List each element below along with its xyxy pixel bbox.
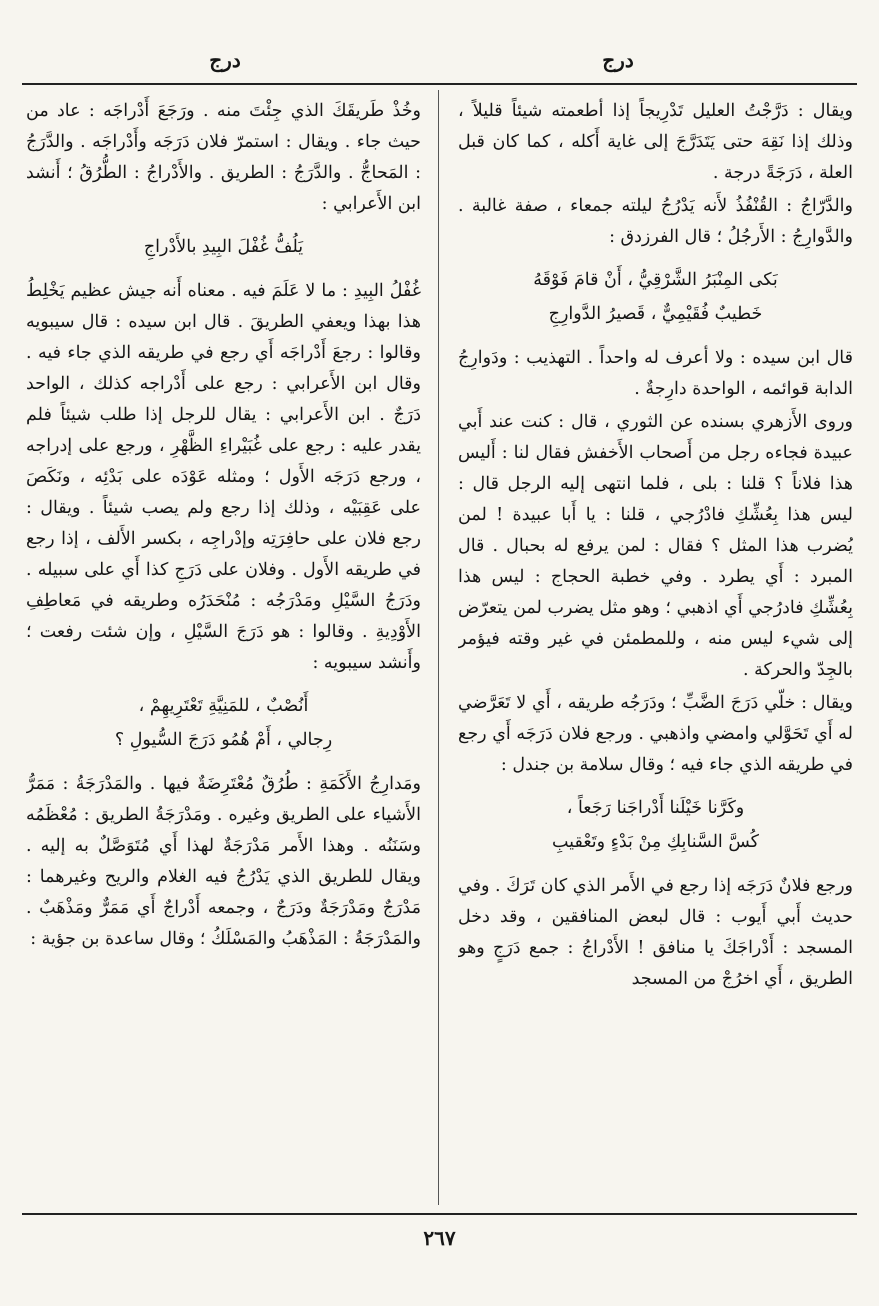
page-number: ٢٦٧ [423,1226,456,1250]
paragraph: قال ابن سيده : ولا أعرف له واحداً . التهذيب : ودَوارِجُ الدابة قوائمه ، الواحدة دارِجةٌ . [458,348,853,399]
verse-line: يَلُفُّ غُفْلَ البِيدِ بالأَدْراجِ [143,237,304,257]
left-column [26,96,421,1204]
paragraph: وخُذْ طَريقَكَ الذي جِئْتَ منه . ورَجَعَ أَدْراجَه : عاد من حيث جاء . ويقال : استمرّ فلان دَرَجَه وأَدْراجَه . والدَّرَجُ : المَحاجُّ . والدَّرَجُ : الطريق . والأَدْراجُ : الطُّرُقُ ؛ أَنشد ابن الأَعرابي : [26,101,421,214]
bottom-rule [22,1213,857,1215]
verse-line: أَنُصْبٌ ، للمَنِيَّةِ تَعْتَرِيهِمْ ، [138,696,309,716]
verse [458,263,853,331]
paragraph: وروى الأَزهري بسنده عن الثوري ، قال : كنت عند أَبي عبيدة فجاءه رجل من أَصحاب الأَخفش فقال لنا : أَليس هذا فلاناً ؟ قلنا : بلى ، فلما انتهى إليه الرجل قال : ليس هذا بِعُشِّكِ فادْرُجي ، قلنا : يا أَبا عبيدة ! لمن يُضرب هذا المثل ؟ فقال : لمن يرفع له بحبال . قال المبرد : أَي يطرد . وفي خطبة الحجاج : ليس هذا بِعُشِّكِ فادرُجي أَي اذهبي ؛ وهو مثل يضرب لمن يتعرّض إلى شيء ليس منه ، وللمطمئن في غير وقته فيؤمر بالجِدّ والحركة . [458,412,853,680]
right-column [458,96,853,1204]
verse-line: وكَرَّنا خَيْلَنا أَدْراجَنا رَجَعاً ، [566,798,745,818]
verse-line: خَطيبٌ فُقَيْمِيٌّ ، قَصيرُ الدَّوارِجِ [548,304,763,324]
paragraph: ويقال : دَرَّجْتُ العليل تَدْرِيجاً إذا أطعمته شيئاً قليلاً ، وذلك إذا نَقِهَ حتى يَتَدَرَّجَ إلى غاية أَكله ، كما كان قبل العلة ، دَرَجَةً درجة . [458,101,853,183]
header-root-word-right: درج [602,48,634,72]
top-rule [22,83,857,85]
verse [458,791,853,859]
verse [26,689,421,757]
verse-line: كُسَّ السَّنابِكِ مِنْ بَدْءٍ وتَعْقيبِ [552,832,759,852]
paragraph: غُفْلُ البِيدِ : ما لا عَلَمَ فيه . معناه أَنه جيش عظيم يَخْلِطُ هذا بهذا ويعفي الطريقَ . قال ابن سيده : قال سيبويه وقالوا : رجعَ أَدْراجَه أَي رجع في طريقه الذي جاء فيه . وقال ابن الأَعرابي : رجع على أَدْراجه كذلك ، الواحد دَرَجٌ . ابن الأَعرابي : يقال للرجل إذا طلب شيئاً فلم يقدر عليه : رجع على غُبَيْراءِ الظَّهْرِ ، ورجع على إدراجه ، ورجع دَرَجَه الأَول ؛ ومثله عَوْدَه على بَدْئِه ، ونَكَصَ على عَقِبَيْه ، وذلك إذا رجع ولم يصب شيئاً . ويقال : رجع فلان على حافِرَتِه وإدْراجِه ، بكسر الأَلف ، إذا رجع في طريقه الأَول . وفلان على دَرَجِ كذا أَي على سبيله . ودَرَجُ السَّيْلِ ومَدْرَجُه : مُنْحَدَرُه وطريقه في مَعاطِفِ الأَوْدِيةِ . وقالوا : هو دَرَجَ السَّيْلِ ، وإن شئت رفعت ؛ وأَنشد سيبويه : [26,281,421,673]
header-root-word-left: درج [209,48,241,72]
paragraph: ويقال : خلّي دَرَجَ الضَّبِّ ؛ ودَرَجُه طريقه ، أَي لا تَعَرَّضي له أَي تَحَوَّلي وامضي واذهبي . ورجع فلان دَرَجَه أَي رجع في طريقه الذي جاء فيه ؛ وقال سلامة بن جندل : [458,693,853,775]
paragraph: والدَّرّاجُ : القُنْفُذُ لأَنه يَدْرُجُ ليلته جمعاء ، صفة غالبة . والدَّوارِجُ : الأَرجُلُ ؛ قال الفرزدق : [458,196,853,247]
verse-line: رِجالي ، أَمْ هُمُو دَرَجَ السُّيولِ ؟ [114,730,333,750]
verse [26,230,421,264]
paragraph: ورجع فلانٌ دَرَجَه إذا رجع في الأَمر الذي كان تَرَكَ . وفي حديث أَبي أَيوب : قال لبعض المنافقين ، وقد دخل المسجد : أَدْراجَكَ يا منافق ! الأَدْراجُ : جمع دَرَجٍ وهو الطريق ، أَي اخرُجْ من المسجد [458,876,853,989]
column-divider [438,90,439,1205]
paragraph: ومَدارِجُ الأَكَمَةِ : طُرُقٌ مُعْتَرِضَةٌ فيها . والمَدْرَجَةُ : مَمَرُّ الأَشياء على الطريق وغيره . ومَدْرَجَةُ الطريق : مُعْظَمُه وسَنَنُه . وهذا الأَمر مَدْرَجَةٌ لهذا أَي مُتَوَصَّلٌ به إليه . ويقال للطريق الذي يَدْرُجُ فيه الغلام والريح وغيرهما : مَدْرَجٌ ومَدْرَجَةٌ ودَرَجٌ ، وجمعه أَدْراجٌ أَي مَمَرٌّ ومَذْهَبٌ . والمَدْرَجَةُ : المَذْهَبُ والمَسْلَكُ ؛ وقال ساعدة بن جؤية : [26,774,421,949]
verse-line: بَكى المِنْبَرُ الشَّرْقِيُّ ، أَنْ قامَ فَوْقَهُ [533,270,778,290]
